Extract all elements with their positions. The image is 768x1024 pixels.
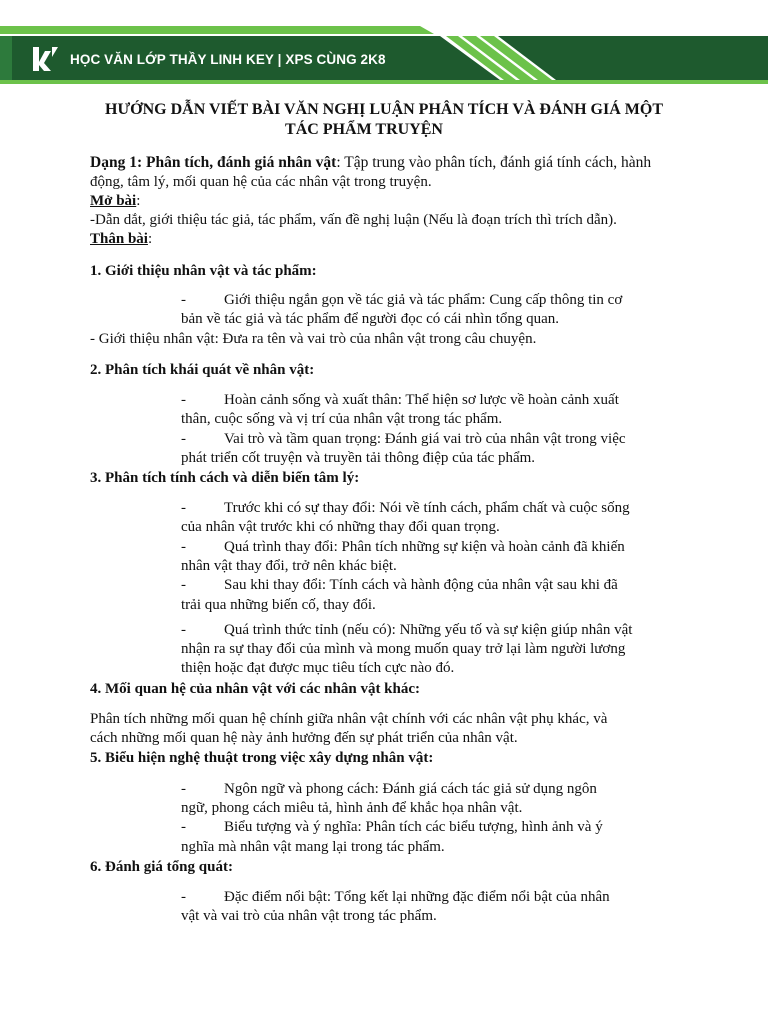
- dang1-text-2: động, tâm lý, mối quan hệ của các nhân vật trong truyện.: [90, 174, 432, 190]
- section-3-item-4-line3: thiện hoặc đạt được mục tiêu tích cực nào đó.: [181, 660, 455, 676]
- dang1-paragraph: [90, 153, 651, 172]
- banner-background: [0, 0, 768, 96]
- section-5-item-2-line2: nghĩa mà nhân vật mang lại trong tác phẩm.: [181, 839, 445, 855]
- section-3-item-1-line1: [181, 499, 630, 518]
- doc-title-line1: HƯỚNG DẪN VIẾT BÀI VĂN NGHỊ LUẬN PHÂN TÍCH VÀ ĐÁNH GIÁ MỘT: [105, 101, 663, 118]
- section-4-heading: 4. Mối quan hệ của nhân vật với các nhân vật khác:: [90, 681, 421, 697]
- bullet-dash: -: [181, 292, 186, 308]
- section-3-item-4-line2: nhận ra sự thay đổi của mình và mong muốn quay trở lại làm người lương: [181, 641, 626, 657]
- section-2-heading: 2. Phân tích khái quát về nhân vật:: [90, 362, 315, 378]
- section-1-extra: - Giới thiệu nhân vật: Đưa ra tên và vai trò của nhân vật trong câu chuyện.: [90, 331, 537, 347]
- bullet-dash: -: [181, 539, 186, 555]
- mo-bai-text: -Dẫn dắt, giới thiệu tác giả, tác phẩm, vấn đề nghị luận (Nếu là đoạn trích thì trích dẫn).: [90, 212, 617, 228]
- section-3-heading: 3. Phân tích tính cách và diễn biến tâm lý:: [90, 470, 360, 486]
- item-text: Hoàn cảnh sống và xuất thân: Thể hiện sơ lược về hoàn cảnh xuất: [224, 392, 619, 408]
- section-1-item-1-line2: bản về tác giả và tác phẩm để người đọc có cái nhìn tổng quan.: [181, 311, 560, 327]
- mo-bai-heading: [90, 192, 140, 211]
- mo-bai-label: Mở bài: [90, 193, 137, 209]
- item-text: Đặc điểm nổi bật: Tổng kết lại những đặc điểm nổi bật của nhân: [224, 889, 610, 905]
- section-3-item-2-line2: nhân vật thay đổi, trở nên khác biệt.: [181, 558, 397, 574]
- bullet-dash: -: [181, 500, 186, 516]
- section-5-item-1-line2: ngữ, phong cách miêu tả, hình ảnh để khắc họa nhân vật.: [181, 800, 523, 816]
- item-text: Quá trình thức tỉnh (nếu có): Những yếu tố và sự kiện giúp nhân vật: [224, 622, 633, 638]
- bullet-dash: -: [181, 781, 186, 797]
- bullet-dash: -: [181, 577, 186, 593]
- item-text: Vai trò và tầm quan trọng: Đánh giá vai trò của nhân vật trong việc: [224, 431, 626, 447]
- item-text: Sau khi thay đổi: Tính cách và hành động của nhân vật sau khi đã: [224, 577, 618, 593]
- bullet-dash: -: [181, 819, 186, 835]
- doc-title-line2: TÁC PHẨM TRUYỆN: [285, 121, 443, 138]
- section-3-item-4-line1: [181, 621, 632, 640]
- item-text: Quá trình thay đổi: Phân tích những sự kiện và hoàn cảnh đã khiến: [224, 539, 625, 555]
- than-bai-label: Thân bài: [90, 231, 148, 247]
- section-6-item-1-line1: [181, 888, 610, 907]
- brand-title: HỌC VĂN LỚP THẦY LINH KEY | XPS CÙNG 2K8: [70, 52, 386, 67]
- section-2-item-1-line1: [181, 391, 619, 410]
- item-text: Ngôn ngữ và phong cách: Đánh giá cách tác giả sử dụng ngôn: [224, 781, 597, 797]
- dang1-text-1: : Tập trung vào phân tích, đánh giá tính cách, hành: [336, 154, 652, 171]
- than-bai-heading: [90, 230, 152, 249]
- section-4-para-line2: cách những mối quan hệ này ảnh hưởng đến sự phát triển của nhân vật.: [90, 730, 518, 746]
- section-4-para-line1: Phân tích những mối quan hệ chính giữa nhân vật chính với các nhân vật phụ khác, và: [90, 711, 608, 727]
- bullet-dash: -: [181, 431, 186, 447]
- section-2-item-1-line2: thân, cuộc sống và vị trí của nhân vật trong tác phẩm.: [181, 411, 503, 427]
- section-5-item-1-line1: [181, 780, 597, 799]
- section-3-item-1-line2: của nhân vật trước khi có những thay đổi quan trọng.: [181, 519, 500, 535]
- section-6-heading: 6. Đánh giá tổng quát:: [90, 859, 233, 875]
- section-3-item-3-line2: trải qua những biến cố, thay đổi.: [181, 597, 376, 613]
- section-3-item-3-line1: [181, 576, 618, 595]
- section-5-heading: 5. Biểu hiện nghệ thuật trong việc xây dựng nhân vật:: [90, 750, 434, 766]
- bullet-dash: -: [181, 392, 186, 408]
- item-text: Biểu tượng và ý nghĩa: Phân tích các biểu tượng, hình ảnh và ý: [224, 819, 603, 835]
- section-5-item-2-line1: [181, 818, 603, 837]
- header-banner: [0, 0, 768, 96]
- section-3-item-2-line1: [181, 538, 625, 557]
- than-bai-colon: :: [147, 231, 153, 247]
- section-1-heading: 1. Giới thiệu nhân vật và tác phẩm:: [90, 263, 317, 279]
- section-1-item-1-line1: [181, 291, 622, 310]
- section-2-item-2-line1: [181, 430, 626, 449]
- item-text: Giới thiệu ngắn gọn về tác giả và tác phẩm: Cung cấp thông tin cơ: [224, 292, 623, 308]
- dang1-label: Dạng 1: Phân tích, đánh giá nhân vật: [90, 154, 337, 171]
- bullet-dash: -: [181, 889, 186, 905]
- item-text: Trước khi có sự thay đổi: Nói về tính cách, phẩm chất và cuộc sống: [224, 500, 630, 516]
- section-6-item-1-line2: vật và vai trò của nhân vật trong tác phẩm.: [181, 908, 437, 924]
- mo-bai-colon: :: [136, 193, 141, 209]
- bullet-dash: -: [181, 622, 186, 638]
- section-2-item-2-line2: phát triển cốt truyện và truyền tải thông điệp của tác phẩm.: [181, 450, 536, 466]
